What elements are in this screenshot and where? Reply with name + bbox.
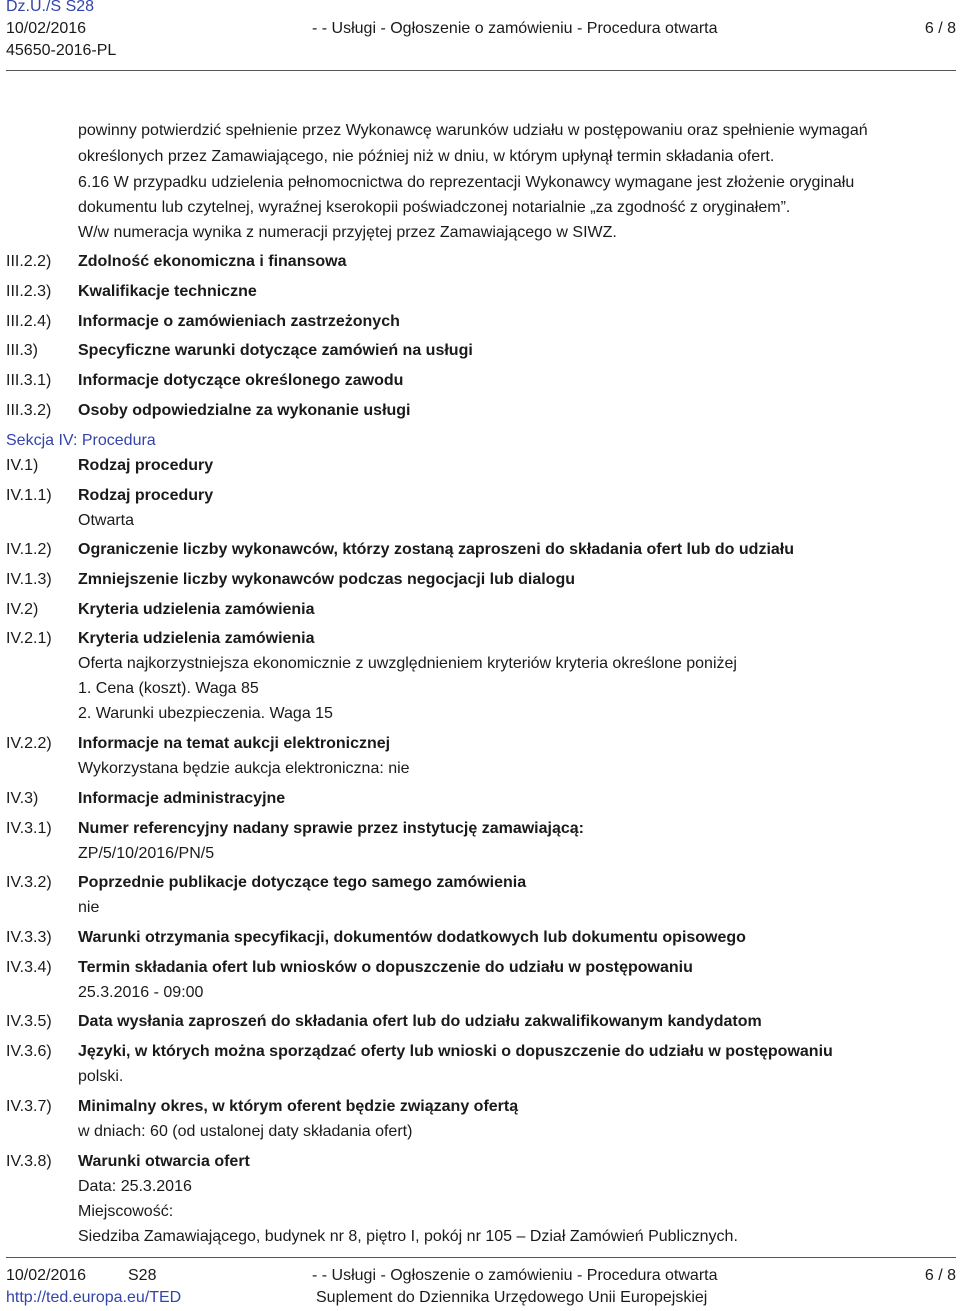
section-title: Informacje o zamówieniach zastrzeżonych [78,313,400,330]
section-number: IV.1.2) [6,541,52,558]
section-number: IV.1.3) [6,571,52,588]
section-number: IV.3.6) [6,1043,52,1060]
section-number: IV.3.2) [6,874,52,891]
section-number: III.3) [6,342,39,359]
section-title: Warunki otwarcia ofert [78,1153,250,1170]
section-value: polski. [78,1068,124,1085]
section-title: Rodzaj procedury [78,487,214,504]
section-title: Termin składania ofert lub wniosków o dopuszczenie do udziału w postępowaniu [78,959,693,976]
section-number: IV.3.5) [6,1013,52,1030]
ted-link[interactable]: http://ted.europa.eu/TED [6,1289,182,1306]
section-number: IV.3.1) [6,820,52,837]
page-footer [6,1266,956,1310]
section-title: Kryteria udzielenia zamówienia [78,630,315,647]
section-number: IV.3.4) [6,959,52,976]
footer-series: S28 [128,1267,157,1284]
footer-date: 10/02/2016 [6,1267,87,1284]
page-header [6,0,956,63]
footer-url[interactable] [6,1288,181,1308]
section-number: III.2.4) [6,313,52,330]
section-title: Osoby odpowiedzialne za wykonanie usługi [78,402,411,419]
section-title: Zdolność ekonomiczna i finansowa [78,253,347,270]
section-number: IV.1) [6,457,39,474]
section-title: Ograniczenie liczby wykonawców, którzy zostaną zaproszeni do składania ofert lub do udziału [78,541,794,558]
section-title: Minimalny okres, w którym oferent będzie związany ofertą [78,1098,519,1115]
section-value: 25.3.2016 - 09:00 [78,984,204,1001]
header-divider [6,70,956,71]
section-title: Informacje dotyczące określonego zawodu [78,372,404,389]
section-number: III.2.2) [6,253,52,270]
section-value: Oferta najkorzystniejsza ekonomicznie z uwzględnieniem kryteriów kryteria określone poniżej [78,655,737,672]
notice-id: 45650-2016-PL [6,42,117,59]
section-value: Data: 25.3.2016 [78,1178,192,1195]
intro-line: 6.16 W przypadku udzielenia pełnomocnictwa do reprezentacji Wykonawcy wymagane jest złożenie oryginału [78,174,855,191]
intro-line: powinny potwierdzić spełnienie przez Wykonawcę warunków udziału w postępowaniu oraz spełnienie wymagań [78,122,868,139]
section-number: IV.3.8) [6,1153,52,1170]
section-number: IV.1.1) [6,487,52,504]
section-value: ZP/5/10/2016/PN/5 [78,845,215,862]
header-title: - - Usługi - Ogłoszenie o zamówieniu - Procedura otwarta [312,20,718,37]
header-date: 10/02/2016 [6,20,87,37]
section-number: III.3.2) [6,402,52,419]
section-title: Data wysłania zaproszeń do składania ofert lub do udziału zakwalifikowanym kandydatom [78,1013,762,1030]
section-value: Siedziba Zamawiającego, budynek nr 8, piętro I, pokój nr 105 – Dział Zamówień Publicznych. [78,1228,738,1245]
section-value: Otwarta [78,512,135,529]
section-title: Rodzaj procedury [78,457,214,474]
journal-link[interactable]: Dz.U./S S28 [6,0,95,15]
footer-page-number: 6 / 8 [924,1267,956,1284]
section-number: IV.3.7) [6,1098,52,1115]
section-value: nie [78,899,100,916]
section-title: Informacje administracyjne [78,790,286,807]
section-number: III.3.1) [6,372,52,389]
footer-divider [6,1257,956,1258]
intro-line: W/w numeracja wynika z numeracji przyjętej przez Zamawiającego w SIWZ. [78,224,617,241]
section-iv-heading[interactable]: Sekcja IV: Procedura [6,432,156,449]
section-title: Języki, w których można sporządzać oferty lub wnioski o dopuszczenie do udziału w postępowaniu [78,1043,833,1060]
footer-title: - - Usługi - Ogłoszenie o zamówieniu - Procedura otwarta [312,1267,718,1284]
section-title: Warunki otrzymania specyfikacji, dokumentów dodatkowych lub dokumentu opisowego [78,929,746,946]
footer-supplement: Suplement do Dziennika Urzędowego Unii Europejskiej [316,1289,708,1306]
section-value: Miejscowość: [78,1203,174,1220]
journal-ref [6,0,94,17]
section-number: IV.3) [6,790,39,807]
section-title: Zmniejszenie liczby wykonawców podczas negocjacji lub dialogu [78,571,575,588]
section-title: Poprzednie publikacje dotyczące tego samego zamówienia [78,874,527,891]
intro-line: określonych przez Zamawiającego, nie później niż w dniu, w którym upłynął termin składania ofert. [78,148,775,165]
section-value: Wykorzystana będzie aukcja elektroniczna: nie [78,760,410,777]
section-value: w dniach: 60 (od ustalonej daty składania ofert) [78,1123,413,1140]
section-number: IV.2.1) [6,630,52,647]
header-page-number: 6 / 8 [924,20,956,37]
section-value: 1. Cena (koszt). Waga 85 [78,680,259,697]
section-title: Numer referencyjny nadany sprawie przez instytucję zamawiającą: [78,820,584,837]
section-title: Informacje na temat aukcji elektronicznej [78,735,391,752]
intro-line: dokumentu lub czytelnej, wyraźnej kserokopii poświadczonej notarialnie „za zgodność z oryginałem”. [78,199,791,216]
section-number: III.2.3) [6,283,52,300]
section-value: 2. Warunki ubezpieczenia. Waga 15 [78,705,333,722]
section-number: IV.3.3) [6,929,52,946]
section-number: IV.2.2) [6,735,52,752]
section-title: Specyficzne warunki dotyczące zamówień na usługi [78,342,473,359]
section-number: IV.2) [6,601,39,618]
section-title: Kryteria udzielenia zamówienia [78,601,315,618]
section-title: Kwalifikacje techniczne [78,283,257,300]
